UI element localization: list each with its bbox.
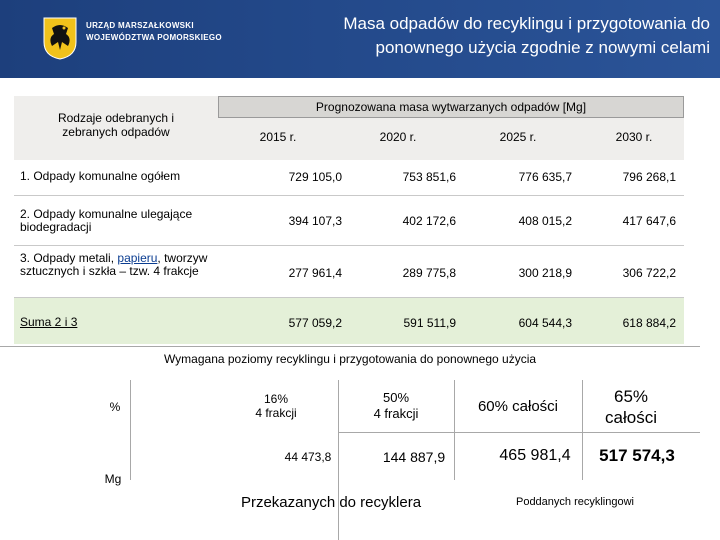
- row-header-label: Rodzaje odebranych i zebranych odpadów: [57, 111, 175, 139]
- divider: [0, 346, 700, 347]
- coat-of-arms-logo: [42, 16, 78, 60]
- cell-value: 289 775,8: [402, 266, 456, 280]
- divider: [338, 432, 700, 433]
- forecast-header: Prognozowana masa wytwarzanych odpadów [Mg]: [218, 96, 684, 118]
- year-2015: 2015 r.: [259, 130, 297, 144]
- recycling-section-title: Wymagana poziomy recyklingu i przygotowania do ponownego użycia: [163, 352, 537, 366]
- org-name-line2: WOJEWÓDZTWA POMORSKIEGO: [86, 33, 222, 42]
- year-2025: 2025 r.: [499, 130, 537, 144]
- target-value: 44 473,8: [284, 450, 332, 464]
- row-header-cell: [14, 96, 218, 160]
- target-scope: 4 frakcji: [373, 406, 419, 421]
- target-percent: 50%: [382, 390, 410, 405]
- target-scope: 4 frakcji: [255, 406, 297, 420]
- year-2030: 2030 r.: [615, 130, 653, 144]
- year-2020: 2020 r.: [379, 130, 417, 144]
- row-label-part: , tworzyw sztucznych i szkła – tzw. 4 frakcje: [20, 251, 208, 278]
- cell-value: 753 851,6: [402, 170, 456, 184]
- cell-value: 796 268,1: [622, 170, 676, 184]
- row-label: Suma 2 i 3: [20, 315, 78, 329]
- year-header-row: [218, 118, 684, 160]
- cell-value: 591 511,9: [403, 316, 456, 330]
- page-title-line1: Masa odpadów do recyklingu i przygotowania do: [343, 14, 710, 33]
- target-50-percent: [354, 390, 438, 422]
- cell-value: 306 722,2: [622, 266, 676, 280]
- paper-link[interactable]: papieru: [117, 251, 158, 265]
- table-row: [14, 246, 684, 298]
- target-percent: 65%: [613, 387, 649, 406]
- divider: [130, 380, 131, 480]
- page-title-line2: ponownego użycia zgodnie z nowymi celami: [375, 38, 710, 57]
- footer-right-label: Poddanych recyklingowi: [515, 496, 634, 508]
- unit-percent: %: [109, 400, 121, 414]
- cell-value: 604 544,3: [518, 316, 572, 330]
- divider: [582, 380, 583, 480]
- target-value: 144 887,9: [382, 449, 446, 465]
- cell-value: 417 647,6: [622, 214, 676, 228]
- org-name-line1: URZĄD MARSZAŁKOWSKI: [86, 21, 194, 30]
- cell-value: 408 015,2: [518, 214, 572, 228]
- divider: [454, 380, 455, 480]
- target-16-percent: [236, 392, 316, 420]
- cell-value: 277 961,4: [288, 266, 342, 280]
- row-label: 2. Odpady komunalne ulegające biodegradacji: [20, 207, 193, 234]
- cell-value: 300 218,9: [518, 266, 572, 280]
- target-value: 465 981,4: [499, 447, 571, 464]
- cell-value: 729 105,0: [288, 170, 342, 184]
- row-label: [20, 252, 216, 278]
- cell-value: 402 172,6: [402, 214, 456, 228]
- table-row: [14, 196, 684, 246]
- cell-value: 776 635,7: [518, 170, 572, 184]
- target-value: 517 574,3: [599, 446, 675, 465]
- row-label-part: 3. Odpady metali,: [20, 251, 118, 265]
- target-percent: 16%: [263, 392, 289, 406]
- cell-value: 394 107,3: [288, 214, 342, 228]
- table-row: [14, 160, 684, 196]
- target-60-percent: 60% całości: [477, 398, 559, 415]
- header-banner: [0, 0, 720, 78]
- cell-value: 577 059,2: [288, 316, 342, 330]
- unit-mg: Mg: [104, 472, 122, 486]
- page-title: [270, 12, 710, 60]
- row-label: 1. Odpady komunalne ogółem: [20, 169, 181, 183]
- target-scope: całości: [605, 408, 657, 427]
- org-name: [86, 20, 222, 44]
- cell-value: 618 884,2: [622, 316, 676, 330]
- target-65-percent: [586, 386, 676, 428]
- table-row-sum: [14, 298, 684, 344]
- footer-left-label: Przekazanych do recyklera: [240, 494, 422, 511]
